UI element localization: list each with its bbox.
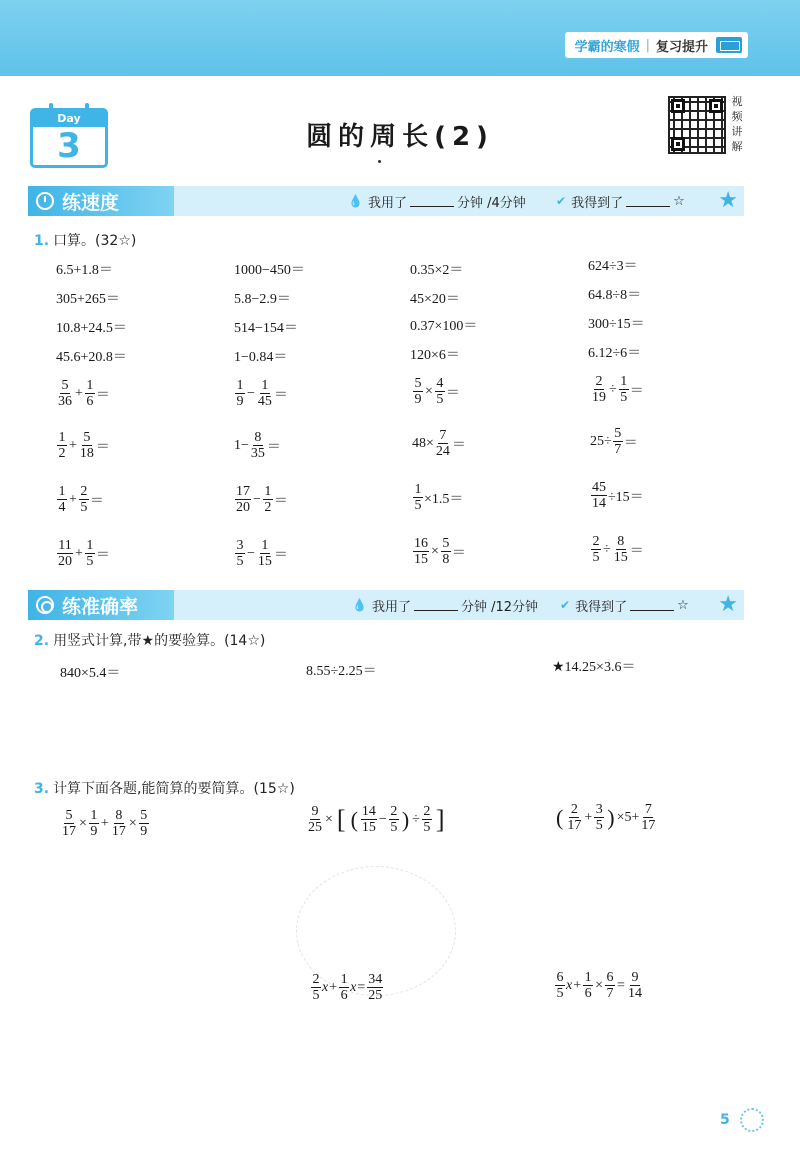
numerator: 1	[414, 482, 422, 497]
numerator: 14	[361, 804, 376, 819]
fraction-expr	[590, 534, 644, 565]
operator: ×	[425, 383, 433, 399]
equals-sign: ＝	[95, 387, 110, 403]
fraction	[591, 374, 607, 405]
section-speed-label	[28, 186, 174, 216]
operator: +	[69, 437, 77, 453]
numerator: 8	[254, 430, 262, 445]
denominator: 5	[436, 392, 444, 407]
calc-item: 64.8÷8＝	[588, 288, 642, 303]
stopwatch-icon	[36, 192, 54, 210]
numerator: 5	[65, 808, 73, 823]
fraction	[61, 808, 77, 839]
denominator: 6	[584, 986, 592, 1001]
denominator: 25	[368, 988, 383, 1003]
fraction-expr	[56, 538, 110, 569]
equals-sign: ＝	[451, 437, 466, 453]
numerator: 6	[606, 970, 614, 985]
page-title: 圆的周长(2)	[306, 122, 494, 152]
denominator: 7	[606, 986, 614, 1001]
operator: ×	[79, 815, 87, 831]
question-text: 口算。(32☆)	[53, 233, 137, 249]
numerator: 1	[620, 374, 628, 389]
numerator: 8	[617, 534, 625, 549]
fraction	[257, 378, 273, 409]
numerator: 2	[592, 534, 600, 549]
numerator: 6	[556, 970, 564, 985]
expr-prefix: 25÷	[590, 433, 612, 449]
fraction	[413, 482, 423, 513]
denominator: 5	[556, 986, 564, 1001]
denominator: 15	[257, 554, 272, 569]
numerator: 5	[614, 426, 622, 441]
numerator: 1	[261, 378, 269, 393]
stars-got	[556, 186, 685, 216]
denominator: 6	[86, 394, 94, 409]
right-bracket: ]	[435, 804, 445, 834]
fraction	[85, 538, 95, 569]
variable-x: x	[322, 979, 329, 995]
denominator: 5	[595, 818, 603, 833]
denominator: 9	[236, 394, 244, 409]
denominator: 45	[257, 394, 272, 409]
fraction	[555, 970, 565, 1001]
drop-icon: 💧	[352, 598, 367, 612]
fraction-expr	[56, 484, 104, 515]
fraction	[613, 534, 629, 565]
series-name: 学霸的寒假	[574, 39, 640, 55]
vertical-calc-item: ★14.25×3.6＝	[552, 660, 636, 675]
fraction	[591, 480, 607, 511]
denominator: 8	[442, 552, 450, 567]
fraction-expr	[234, 538, 288, 569]
calc-item: 624÷3＝	[588, 259, 638, 274]
fraction	[111, 808, 127, 839]
fraction	[235, 538, 245, 569]
numerator: 17	[236, 484, 250, 499]
vertical-calc-item: 8.55÷2.25＝	[306, 664, 377, 679]
stars-got-prefix: 我得到了	[571, 195, 624, 211]
calc-item: 10.8+24.5＝	[56, 321, 127, 336]
fraction	[257, 538, 273, 569]
book-icon	[716, 37, 742, 53]
equals-sign: ＝	[89, 493, 104, 509]
check-icon: ✔	[560, 598, 571, 612]
time-used	[348, 186, 526, 216]
equals-sign: ＝	[273, 547, 288, 563]
fraction	[367, 972, 383, 1003]
fraction	[57, 484, 67, 515]
stars-got-suffix: ☆	[673, 193, 685, 209]
series-subtitle: 复习提升	[655, 39, 708, 55]
fraction	[640, 802, 656, 833]
fraction	[613, 426, 623, 457]
operator: +	[100, 815, 109, 831]
expr-suffix: ÷15＝	[608, 489, 644, 505]
target-icon	[36, 596, 54, 614]
section-accuracy-label	[28, 590, 174, 620]
time-used-suffix: 分钟 /4分钟	[456, 195, 526, 211]
equals-sign: ＝	[95, 439, 110, 455]
numerator: 45	[592, 480, 606, 495]
denominator: 17	[111, 824, 126, 839]
fraction	[422, 804, 432, 835]
numerator: 5	[83, 430, 91, 445]
numerator: 1	[264, 484, 272, 499]
fraction	[57, 430, 67, 461]
operator: −	[247, 385, 255, 401]
denominator: 36	[58, 394, 72, 409]
equals-sign: ＝	[273, 493, 288, 509]
numerator: 1	[86, 538, 94, 553]
numerator: 1	[236, 378, 244, 393]
right-paren: )	[401, 806, 410, 832]
numerator: 2	[312, 972, 320, 987]
equals-sign: ＝	[266, 439, 281, 455]
numerator: 16	[414, 536, 428, 551]
fraction	[566, 802, 582, 833]
calc-item: 305+265＝	[56, 292, 120, 307]
fraction-expr	[234, 430, 281, 461]
qr-code[interactable]	[668, 96, 726, 154]
denominator: 5	[390, 820, 398, 835]
sun-icon	[740, 1108, 764, 1132]
vertical-calc-item: 840×5.4＝	[60, 666, 121, 681]
operator: ×	[128, 815, 137, 831]
calc-item: 6.5+1.8＝	[56, 263, 113, 278]
question-1-title	[34, 230, 136, 250]
denominator: 20	[58, 554, 72, 569]
day-label: Day	[33, 111, 105, 127]
equals-sign: ＝	[451, 545, 466, 561]
numerator: 8	[115, 808, 123, 823]
star-icon: ★	[718, 188, 738, 213]
denominator: 6	[340, 988, 348, 1003]
denominator: 25	[308, 820, 322, 835]
denominator: 9	[414, 392, 422, 407]
numerator: 1	[584, 970, 592, 985]
numerator: 1	[58, 430, 66, 445]
right-paren: )	[607, 804, 615, 830]
numerator: 4	[436, 376, 444, 391]
denominator: 35	[250, 446, 265, 461]
question-text: 用竖式计算,带★的要验算。(14☆)	[53, 633, 266, 649]
calc-item: 1000−450＝	[234, 263, 305, 278]
stars-got-blank[interactable]	[630, 599, 674, 611]
qr-label-char: 解	[731, 140, 743, 153]
fraction-expr	[590, 426, 638, 457]
fraction	[435, 428, 451, 459]
numerator: 2	[570, 802, 578, 817]
question-number: 2.	[34, 633, 50, 649]
left-bracket: [	[336, 804, 346, 834]
equation-expr	[310, 972, 384, 1003]
fraction	[139, 808, 149, 839]
qr-label-char: 视	[731, 95, 743, 108]
fraction	[57, 378, 73, 409]
denominator: 24	[435, 444, 450, 459]
left-paren: (	[556, 804, 564, 830]
fraction-expr	[412, 536, 466, 567]
fraction	[79, 430, 95, 461]
numerator: 1	[58, 484, 66, 499]
equals-sign: ＝	[623, 435, 638, 451]
question-number: 3.	[34, 781, 50, 797]
fraction	[441, 536, 451, 567]
denominator: 7	[614, 442, 622, 457]
fraction	[435, 376, 445, 407]
numerator: 5	[140, 808, 148, 823]
calc-item: 0.35×2＝	[410, 263, 464, 278]
header-band	[0, 0, 800, 76]
denominator: 2	[58, 446, 66, 461]
section-speed-title: 练速度	[62, 191, 120, 214]
fraction	[263, 484, 273, 515]
simplify-expr	[60, 808, 150, 839]
numerator: 3	[595, 802, 603, 817]
operator: +	[75, 385, 83, 401]
stars-got-prefix: 我得到了	[575, 599, 628, 615]
denominator: 15	[414, 552, 428, 567]
denominator: 14	[592, 496, 606, 511]
denominator: 5	[414, 498, 422, 513]
numerator: 1	[340, 972, 348, 987]
operator: ÷	[412, 811, 420, 827]
numerator: 7	[644, 802, 652, 817]
qr-corner	[671, 99, 685, 113]
denominator: 5	[423, 820, 431, 835]
numerator: 5	[442, 536, 450, 551]
numerator: 5	[414, 376, 422, 391]
fraction-expr	[412, 428, 466, 459]
denominator: 4	[58, 500, 66, 515]
denominator: 18	[79, 446, 94, 461]
operator: ×	[431, 543, 439, 559]
equals-sign: ＝	[629, 383, 644, 399]
calc-item: 120×6＝	[410, 348, 460, 363]
equals-sign: =	[617, 977, 625, 993]
numerator: 9	[631, 970, 639, 985]
numerator: 7	[439, 428, 447, 443]
variable-x: x	[566, 977, 573, 993]
qr-corner	[709, 99, 723, 113]
operator: ÷	[609, 381, 617, 397]
fraction-expr	[234, 378, 288, 409]
qr-label-char: 讲	[731, 125, 743, 138]
question-number: 1.	[34, 233, 50, 249]
fraction	[57, 538, 73, 569]
denominator: 5	[620, 390, 628, 405]
operator: +	[75, 545, 83, 561]
question-text: 计算下面各题,能简算的要简算。(15☆)	[53, 781, 295, 797]
denominator: 17	[567, 818, 582, 833]
numerator: 1	[90, 808, 98, 823]
section-accuracy-title: 练准确率	[62, 595, 139, 618]
time-used-suffix: 分钟 /12分钟	[460, 599, 539, 615]
expr-tail: ×5+	[616, 809, 640, 825]
question-2-title	[34, 630, 265, 650]
equation-expr	[554, 970, 644, 1001]
fraction	[235, 484, 251, 515]
time-used-prefix: 我用了	[367, 195, 407, 211]
operator: +	[573, 977, 582, 993]
numerator: 9	[311, 804, 319, 819]
day-number: 3	[57, 126, 81, 166]
fraction	[605, 970, 615, 1001]
decor-dot	[378, 160, 381, 163]
fraction	[413, 536, 429, 567]
time-used	[352, 590, 538, 620]
day-badge	[30, 108, 108, 168]
equals-sign: ＝	[629, 543, 644, 559]
fraction-expr	[590, 374, 644, 405]
operator: +	[329, 979, 338, 995]
numerator: 11	[58, 538, 72, 553]
fraction	[250, 430, 266, 461]
fraction	[79, 484, 89, 515]
numerator: 2	[595, 374, 603, 389]
fraction	[307, 804, 323, 835]
denominator: 5	[312, 988, 320, 1003]
fraction	[583, 970, 593, 1001]
denominator: 15	[613, 550, 628, 565]
expr-prefix: 1−	[234, 437, 249, 453]
denominator: 5	[86, 554, 94, 569]
numerator: 1	[261, 538, 269, 553]
expr-suffix: ×1.5＝	[424, 491, 464, 507]
time-used-blank[interactable]	[414, 599, 458, 611]
qr-label	[730, 94, 744, 154]
fraction-expr	[234, 484, 288, 515]
operator: −	[378, 811, 387, 827]
fraction-expr	[56, 378, 110, 409]
denominator: 9	[140, 824, 148, 839]
denominator: 15	[361, 820, 376, 835]
equals-sign: ＝	[95, 547, 110, 563]
calc-item: 0.37×100＝	[410, 319, 478, 334]
fraction	[591, 534, 601, 565]
fraction-expr	[412, 376, 460, 407]
series-separator: |	[645, 37, 650, 53]
operator: ×	[325, 811, 333, 827]
equals-sign: ＝	[273, 387, 288, 403]
denominator: 5	[236, 554, 244, 569]
section-accuracy-bar	[28, 590, 744, 620]
check-icon: ✔	[556, 194, 567, 208]
numerator: 5	[61, 378, 69, 393]
fraction	[619, 374, 629, 405]
section-speed-bar	[28, 186, 744, 216]
calc-item: 6.12÷6＝	[588, 346, 642, 361]
stars-got	[560, 590, 689, 620]
numerator: 2	[80, 484, 88, 499]
operator: −	[253, 491, 261, 507]
operator: −	[247, 545, 255, 561]
calc-item: 5.8−2.9＝	[234, 292, 291, 307]
denominator: 17	[62, 824, 76, 839]
fraction	[361, 804, 377, 835]
stars-got-blank[interactable]	[626, 195, 670, 207]
fraction	[413, 376, 423, 407]
variable-x: x	[350, 979, 357, 995]
numerator: 3	[236, 538, 244, 553]
time-used-prefix: 我用了	[371, 599, 411, 615]
qr-label-char: 频	[731, 110, 743, 123]
fraction-expr	[412, 482, 463, 513]
stars-got-suffix: ☆	[677, 597, 689, 613]
equals-sign: =	[357, 979, 366, 995]
fraction-expr	[56, 430, 110, 461]
simplify-expr	[306, 804, 448, 835]
page-number: 5	[720, 1112, 730, 1128]
operator: ×	[595, 977, 604, 993]
fraction-expr	[590, 480, 644, 511]
fraction	[85, 378, 95, 409]
calc-item: 1−0.84＝	[234, 350, 288, 365]
fraction	[389, 804, 399, 835]
fraction	[339, 972, 349, 1003]
equals-sign: ＝	[445, 385, 460, 401]
denominator: 2	[264, 500, 272, 515]
denominator: 5	[80, 500, 88, 515]
fraction	[311, 972, 321, 1003]
denominator: 14	[627, 986, 642, 1001]
star-icon: ★	[718, 592, 738, 617]
numerator: 1	[86, 378, 94, 393]
denominator: 19	[592, 390, 606, 405]
denominator: 17	[641, 818, 656, 833]
operator: ÷	[603, 541, 611, 557]
operator: +	[584, 809, 593, 825]
calc-item: 45.6+20.8＝	[56, 350, 127, 365]
numerator: 34	[368, 972, 383, 987]
calc-item: 300÷15＝	[588, 317, 645, 332]
fraction	[594, 802, 604, 833]
denominator: 5	[592, 550, 600, 565]
question-3-title	[34, 778, 295, 798]
fraction	[235, 378, 245, 409]
numerator: 2	[390, 804, 398, 819]
simplify-expr	[554, 802, 657, 833]
fraction	[627, 970, 643, 1001]
denominator: 9	[90, 824, 98, 839]
denominator: 20	[236, 500, 250, 515]
calc-item: 45×20＝	[410, 292, 460, 307]
numerator: 2	[423, 804, 431, 819]
operator: +	[69, 491, 77, 507]
time-used-blank[interactable]	[410, 195, 454, 207]
expr-prefix: 48×	[412, 435, 434, 451]
drop-icon: 💧	[348, 194, 363, 208]
series-tag	[565, 32, 748, 58]
fraction	[89, 808, 99, 839]
calc-item: 514−154＝	[234, 321, 298, 336]
qr-corner	[671, 137, 685, 151]
left-paren: (	[350, 806, 358, 832]
